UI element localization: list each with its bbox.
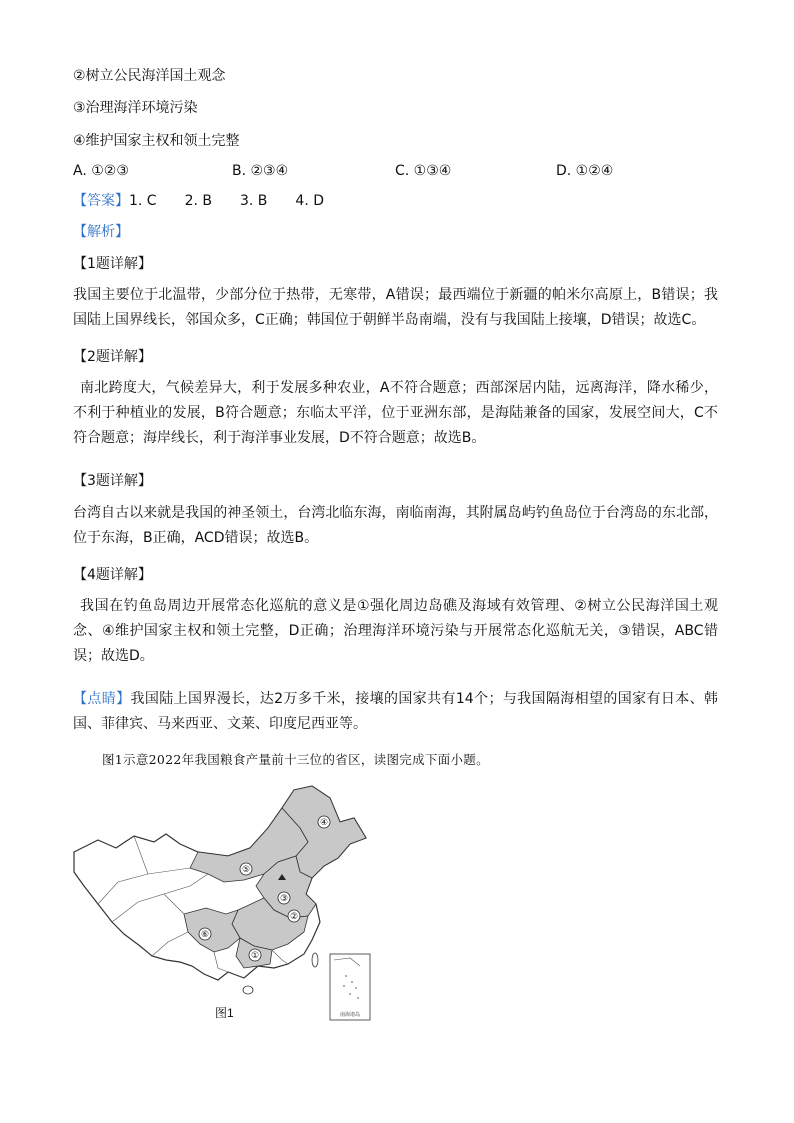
statement-3: ③治理海洋环境污染: [73, 100, 198, 116]
option-c: C. ①③④: [395, 163, 452, 179]
answer-label: 【答案】: [73, 193, 129, 209]
q1-text: 我国主要位于北温带，少部分位于热带，无寒带，A错误；最西端位于新疆的帕米尔高原上，B错误；我国陆上国界线长，邻国众多，C正确；韩国位于朝鲜半岛南端，没有与我国陆上接壤，D错误；故选C。: [73, 287, 718, 328]
q3-label: 【3题详解】: [73, 473, 152, 489]
taiwan-island: [312, 953, 318, 967]
china-map-figure: [68, 782, 388, 1022]
statement-4: ④维护国家主权和领土完整: [73, 133, 240, 149]
statement-2: ②树立公民海洋国土观念: [73, 68, 226, 84]
inset-label: 南海诸岛: [339, 1012, 361, 1018]
marker-6: ⑥: [200, 930, 210, 940]
q2-label: 【2题详解】: [73, 349, 152, 365]
q3-text: 台湾自古以来就是我国的神圣领土，台湾北临东海，南临南海，其附属岛屿钓鱼岛位于台湾岛的东北部，位于东海，B正确，ACD错误；故选B。: [73, 505, 718, 546]
tip-text: 我国陆上国界漫长，达2万多千米，接壤的国家共有14个；与我国隔海相望的国家有日本、韩国、菲律宾、马来西亚、文莱、印度尼西亚等。: [73, 691, 718, 732]
answer-text: 1. C 2. B 3. B 4. D: [129, 193, 324, 209]
answer-line: [73, 191, 324, 211]
figure-caption: 图1示意2022年我国粮食产量前十三位的省区，读图完成下面小题。: [102, 752, 489, 767]
marker-5: ⑤: [241, 865, 251, 875]
option-b: B. ②③④: [232, 163, 289, 179]
tip-label: 【点睛】: [73, 691, 131, 707]
hainan-island: [243, 986, 253, 994]
q4-text: 我国在钓鱼岛周边开展常态化巡航的意义是①强化周边岛礁及海域有效管理、②树立公民海洋国土观念、④维护国家主权和领土完整，D正确；治理海洋环境污染与开展常态化巡航无关，③错误，ABC错误；故选D。: [73, 598, 718, 664]
q1-label: 【1题详解】: [73, 256, 152, 272]
q4-label: 【4题详解】: [73, 567, 152, 583]
analysis-label: 【解析】: [73, 224, 129, 240]
marker-3: ③: [279, 894, 289, 904]
option-d: D. ①②④: [556, 163, 614, 179]
marker-1: ①: [250, 951, 260, 961]
option-a: A. ①②③: [73, 163, 129, 179]
tip-paragraph: [73, 687, 718, 737]
south-sea-inset: [330, 954, 370, 1020]
figure-label: 图1: [215, 1006, 234, 1020]
marker-2: ②: [289, 912, 299, 922]
marker-4: ④: [319, 818, 329, 828]
q2-text: 南北跨度大，气候差异大，利于发展多种农业，A不符合题意；西部深居内陆，远离海洋，降水稀少，不利于种植业的发展，B符合题意；东临太平洋，位于亚洲东部，是海陆兼备的国家，发展空间大，C不符合题意；海岸线长，利于海洋事业发展，D不符合题意；故选B。: [73, 380, 718, 446]
